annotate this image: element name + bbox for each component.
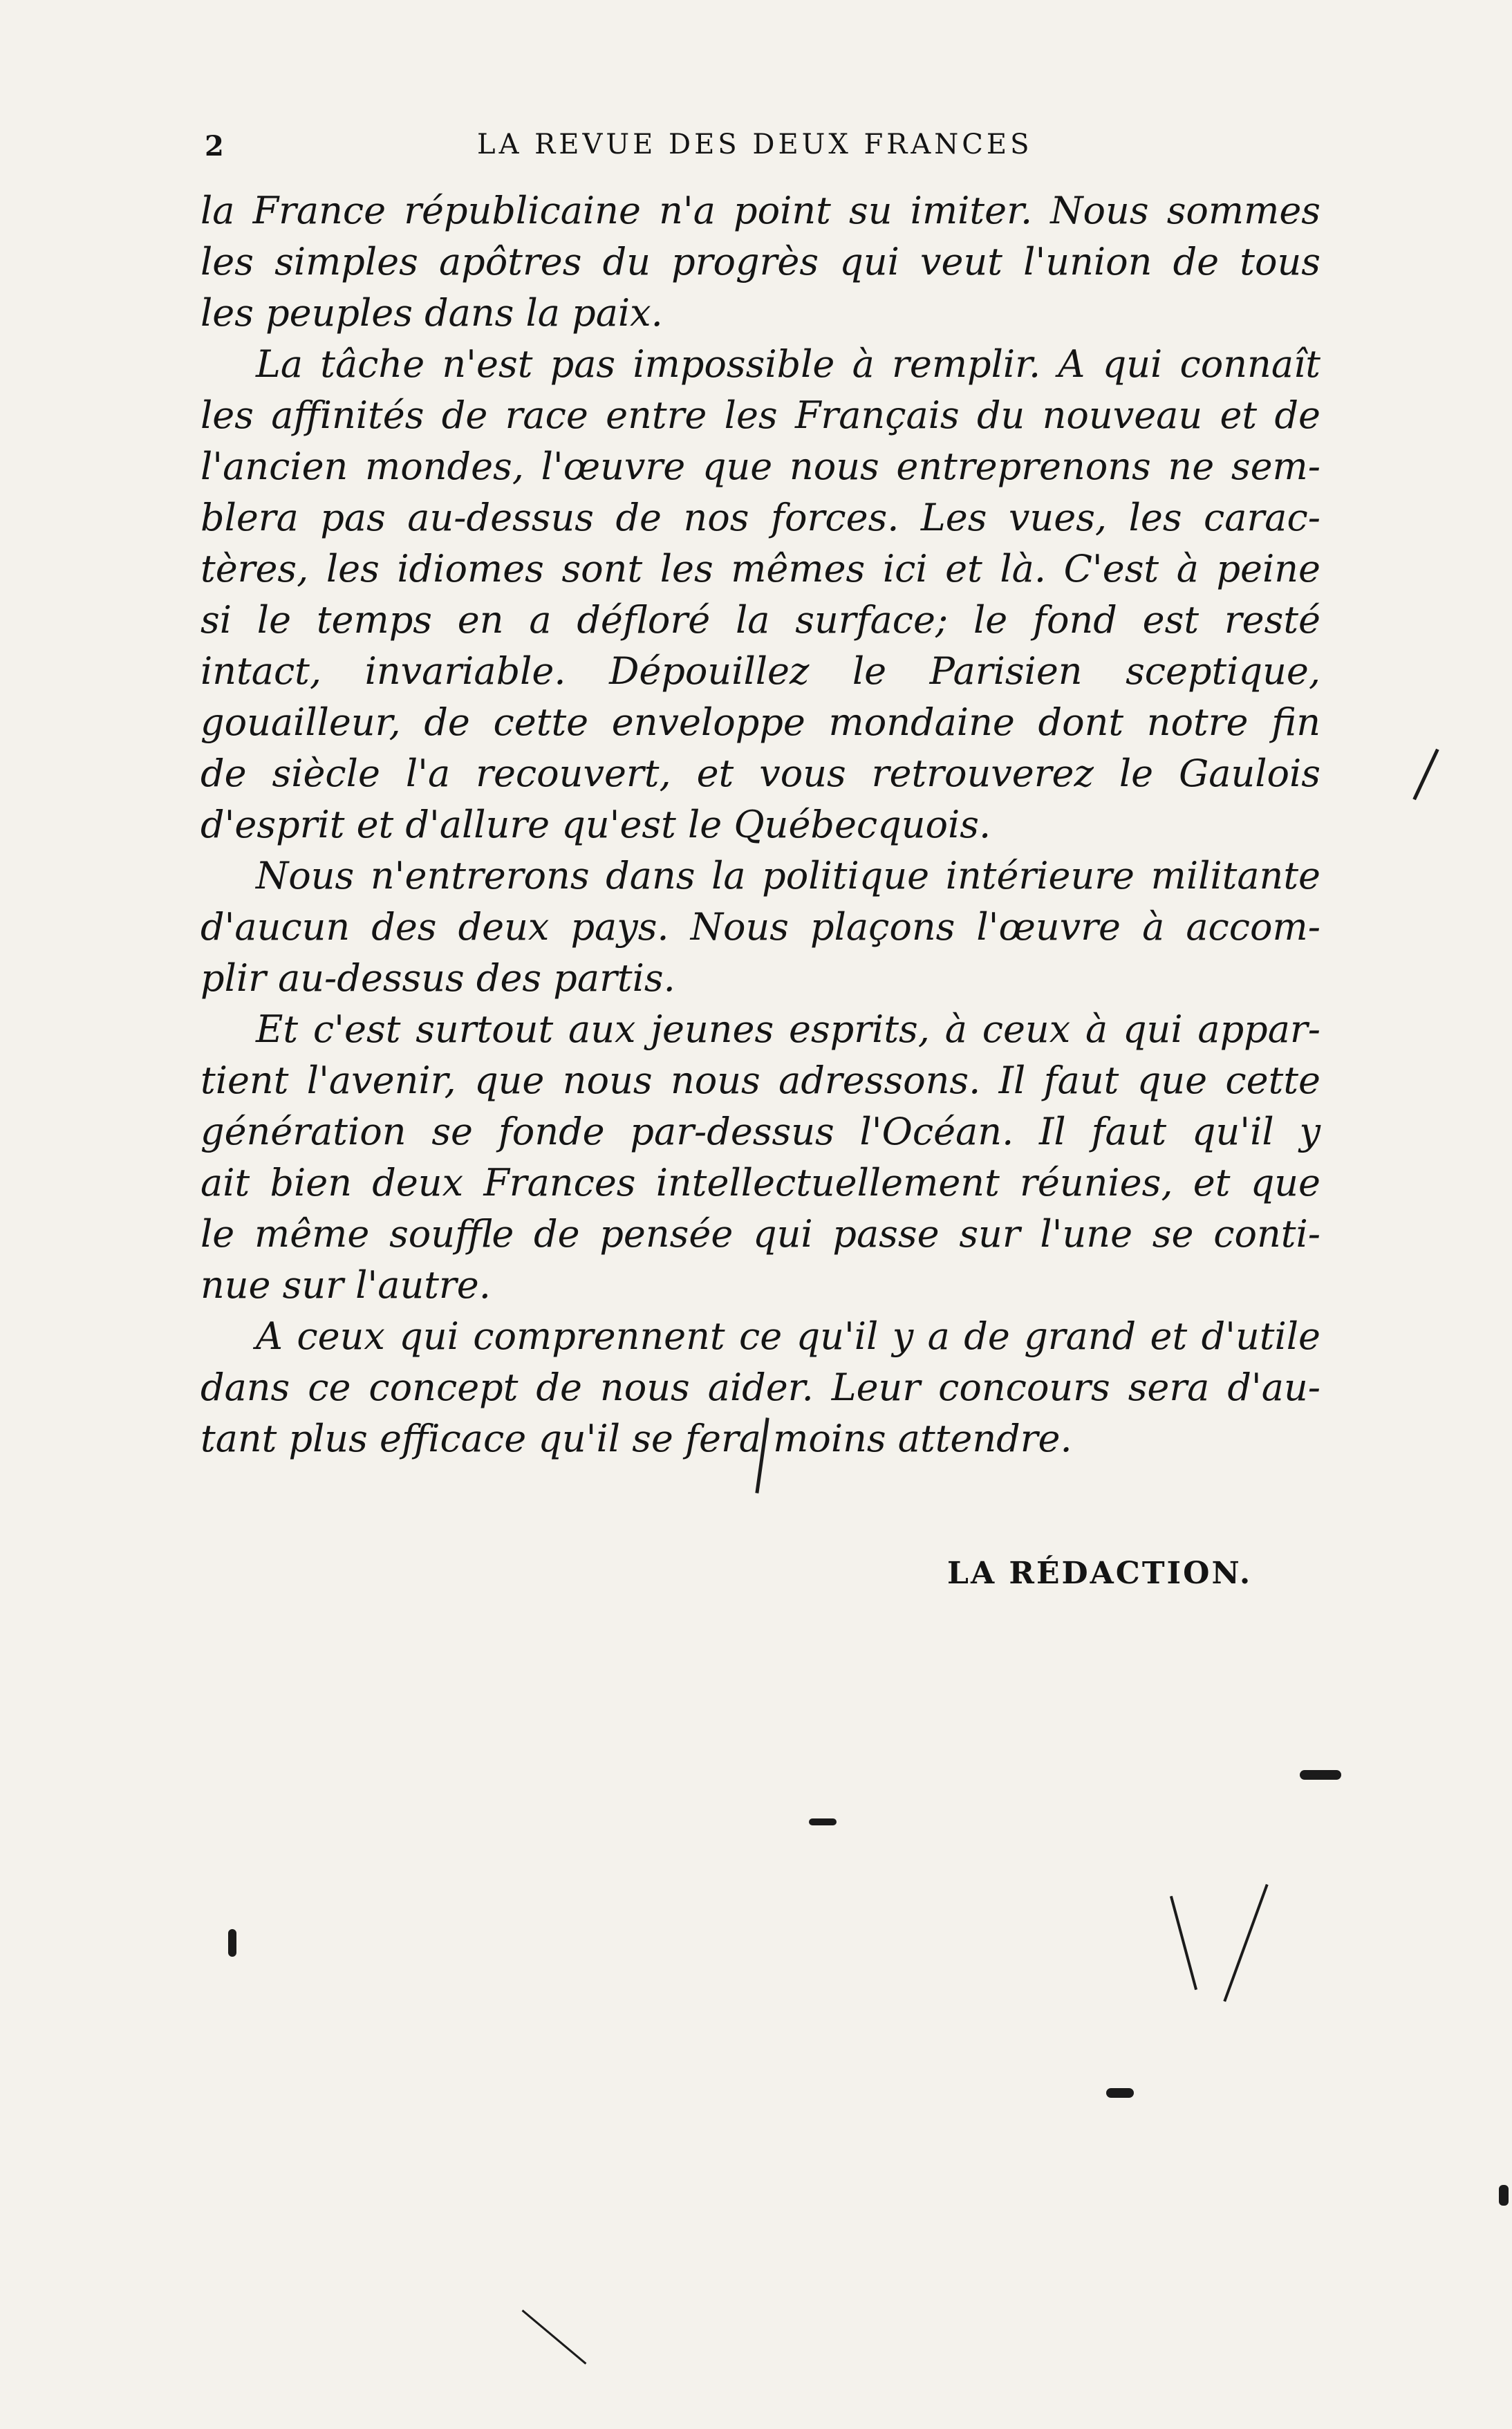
- text-line: les affinités de race entre les Français du nouveau et de: [200, 393, 1320, 437]
- paragraph: [200, 339, 1320, 850]
- text-line: nue sur l'autre.: [200, 1263, 491, 1307]
- ink-speck: [809, 1818, 837, 1825]
- text-line: plir au-dessus des partis.: [200, 956, 675, 1000]
- text-line: ait bien deux Frances intellectuellement réunies, et que: [200, 1161, 1320, 1204]
- signature: LA RÉDACTION.: [947, 1556, 1253, 1591]
- text-line: la France républicaine n'a point su imiter. Nous sommes: [200, 189, 1320, 232]
- ink-stroke: [1170, 1896, 1197, 1990]
- text-line: de siècle l'a recouvert, et vous retrouverez le Gaulois: [200, 752, 1320, 795]
- text-line: le même souffle de pensée qui passe sur l'une se conti-: [200, 1212, 1320, 1256]
- text-line: A ceux qui comprennent ce qu'il y a de grand et d'utile: [256, 1314, 1320, 1358]
- ink-speck: [1300, 1770, 1341, 1780]
- text-line: d'aucun des deux pays. Nous plaçons l'œuvre à accom-: [200, 905, 1320, 949]
- page-number: 2: [205, 130, 224, 162]
- paragraph: [200, 850, 1320, 1004]
- text-line: intact, invariable. Dépouillez le Parisien sceptique,: [200, 649, 1320, 693]
- ink-speck: [1106, 2088, 1134, 2098]
- text-line: si le temps en a défloré la surface; le fond est resté: [200, 598, 1320, 642]
- text-line: gouailleur, de cette enveloppe mondaine dont notre fin: [200, 700, 1320, 744]
- paragraph: [200, 1004, 1320, 1311]
- text-line: l'ancien mondes, l'œuvre que nous entreprenons ne sem-: [200, 445, 1320, 488]
- ink-speck: [228, 1929, 236, 1957]
- body-text: [200, 185, 1320, 1464]
- paragraph: [200, 185, 1320, 339]
- text-line: les simples apôtres du progrès qui veut l'union de tous: [200, 240, 1320, 283]
- running-head: LA REVUE DES DEUX FRANCES: [477, 129, 1033, 160]
- text-line: blera pas au-dessus de nos forces. Les vues, les carac-: [200, 496, 1320, 539]
- paragraph: [200, 1311, 1320, 1464]
- ink-speck: [1499, 2185, 1509, 2206]
- text-line: Nous n'entrerons dans la politique intérieure militante: [256, 854, 1320, 897]
- ink-stroke: [522, 2309, 587, 2364]
- ink-stroke: [1412, 749, 1439, 801]
- text-line: Et c'est surtout aux jeunes esprits, à ceux à qui appar-: [256, 1007, 1320, 1051]
- ink-stroke: [1223, 1884, 1268, 2002]
- text-line: tères, les idiomes sont les mêmes ici et là. C'est à peine: [200, 547, 1320, 590]
- text-line: tient l'avenir, que nous nous adressons. Il faut que cette: [200, 1059, 1320, 1102]
- text-line: dans ce concept de nous aider. Leur concours sera d'au-: [200, 1366, 1320, 1409]
- text-line: génération se fonde par-dessus l'Océan. Il faut qu'il y: [200, 1110, 1320, 1153]
- text-line: tant plus efficace qu'il se fera moins attendre.: [200, 1417, 1072, 1460]
- text-line: La tâche n'est pas impossible à remplir. A qui connaît: [256, 342, 1320, 386]
- text-line: d'esprit et d'allure qu'est le Québecquois.: [200, 803, 991, 846]
- text-line: les peuples dans la paix.: [200, 291, 663, 335]
